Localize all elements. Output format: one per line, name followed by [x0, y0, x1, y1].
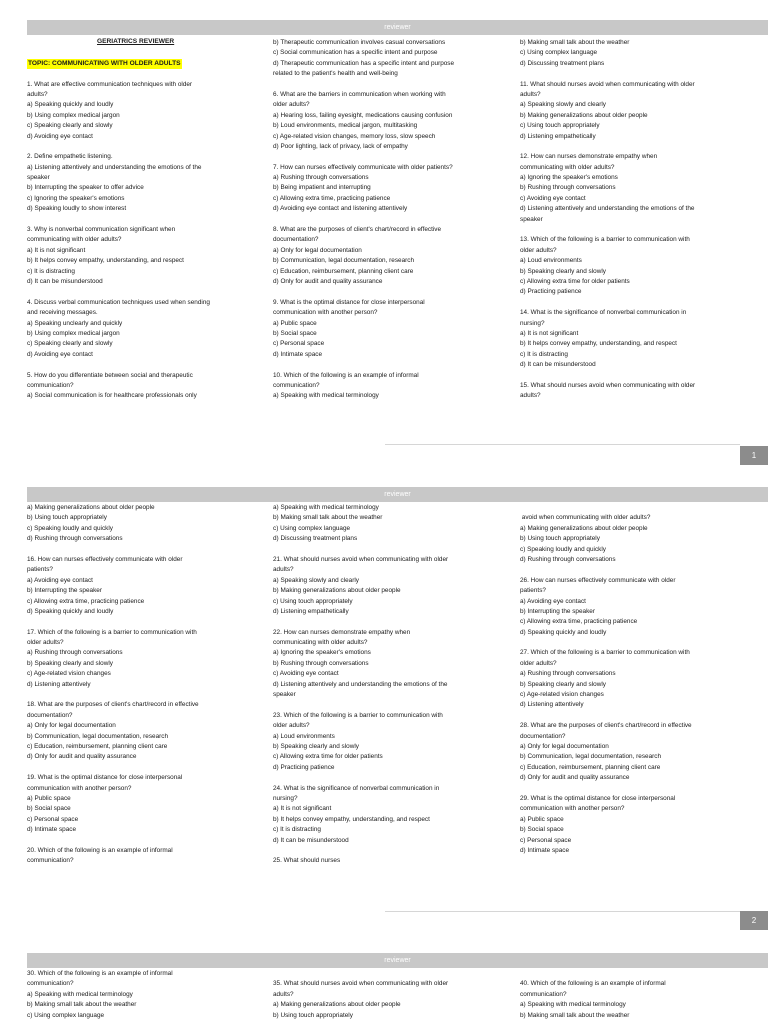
- text-line: a) Rushing through conversations: [27, 649, 123, 657]
- text-line: [27, 360, 267, 370]
- text-line: c) Age-related vision changes: [27, 670, 111, 678]
- text-line: a) Public space: [520, 815, 564, 823]
- text-line: [273, 969, 513, 979]
- text-line: c) Using touch appropriately: [273, 597, 353, 605]
- text-line: a) Loud environments: [520, 257, 582, 265]
- text-line: [27, 48, 267, 58]
- text-line: older adults?: [273, 101, 310, 109]
- text-line: [27, 59, 267, 69]
- text-line: d) Speaking quickly and loudly: [520, 628, 607, 636]
- text-line: c) Speaking clearly and slowly: [27, 122, 113, 130]
- text-line: [273, 152, 513, 162]
- text-line: 18. What are the purposes of client's chart/record in effective: [27, 701, 199, 709]
- text-line: b) Using complex medical jargon: [27, 329, 120, 337]
- text-line: 25. What should nurses: [273, 857, 341, 865]
- text-line: b) Using complex medical jargon: [27, 111, 120, 119]
- text-line: c) Personal space: [273, 340, 325, 348]
- text-line: [273, 215, 513, 225]
- text-line: [273, 360, 513, 370]
- text-line: d) Practicing patience: [520, 288, 582, 296]
- text-line: d) Only for audit and quality assurance: [520, 774, 630, 782]
- text-line: [273, 80, 513, 90]
- text-line: c) Allowing extra time, practicing patience: [273, 194, 391, 202]
- text-line: documentation?: [27, 711, 73, 719]
- page-number-1: 1: [740, 446, 768, 465]
- text-line: a) Social communication is for healthcare professionals only: [27, 392, 197, 400]
- text-line: b) Social space: [273, 329, 317, 337]
- text-line: b) Being impatient and interrupting: [273, 184, 371, 192]
- text-line: [273, 846, 513, 856]
- text-line: [520, 711, 760, 721]
- text-line: c) Avoiding eye contact: [520, 194, 586, 202]
- document-title: GERIATRICS REVIEWER: [97, 38, 175, 45]
- page-1-column-2: [273, 38, 513, 402]
- text-line: older adults?: [520, 246, 557, 254]
- text-line: d) Therapeutic communication has a specific intent and purpose: [273, 59, 455, 67]
- text-line: b) It helps convey empathy, understanding, and respect: [520, 340, 677, 348]
- page-1-column-3: [520, 38, 760, 402]
- text-line: nursing?: [273, 794, 298, 802]
- text-line: adults?: [273, 990, 294, 998]
- text-line: c) Allowing extra time for older patients: [273, 753, 383, 761]
- text-line: a) Speaking with medical terminology: [520, 1001, 626, 1009]
- text-line: b) Interrupting the speaker: [27, 587, 102, 595]
- text-line: d) Intimate space: [273, 350, 323, 358]
- text-line: [520, 298, 760, 308]
- text-line: d) Avoiding eye contact: [27, 132, 93, 140]
- text-line: adults?: [273, 566, 294, 574]
- text-line: 14. What is the significance of nonverbal communication in: [520, 309, 687, 317]
- text-line: c) Education, reimbursement, planning client care: [273, 267, 414, 275]
- text-line: [273, 617, 513, 627]
- text-line: a) Making generalizations about older people: [273, 1001, 401, 1009]
- text-line: 24. What is the significance of nonverbal communication in: [273, 784, 440, 792]
- page-3-column-3: [520, 969, 760, 1021]
- text-line: a) Making generalizations about older people: [520, 524, 648, 532]
- text-line: b) Interrupting the speaker to offer advice: [27, 184, 144, 192]
- text-line: c) Using complex language: [27, 1011, 105, 1019]
- text-line: b) Social space: [27, 805, 71, 813]
- text-line: b) Making small talk about the weather: [520, 1011, 630, 1019]
- text-line: c) Education, reimbursement, planning client care: [27, 742, 168, 750]
- text-line: c) Age-related vision changes: [520, 691, 604, 699]
- text-line: [273, 700, 513, 710]
- text-line: a) Speaking slowly and clearly: [520, 101, 606, 109]
- text-line: 28. What are the purposes of client's chart/record in effective: [520, 722, 692, 730]
- text-line: c) Using complex language: [520, 49, 598, 57]
- text-line: 15. What should nurses avoid when communicating with older: [520, 381, 696, 389]
- text-line: nursing?: [520, 319, 545, 327]
- text-line: [520, 371, 760, 381]
- text-line: d) Listening empathetically: [520, 132, 596, 140]
- text-line: avoid when communicating with older adults?: [520, 514, 651, 522]
- text-line: 16. How can nurses effectively communicate with older: [27, 555, 183, 563]
- text-line: communicating with older adults?: [273, 639, 368, 647]
- text-line: a) Loud environments: [273, 732, 335, 740]
- text-line: c) Education, reimbursement, planning client care: [520, 763, 661, 771]
- text-line: 30. Which of the following is an example of informal: [27, 970, 173, 977]
- text-line: 11. What should nurses avoid when communicating with older: [520, 80, 695, 88]
- text-line: b) Using touch appropriately: [520, 535, 600, 543]
- text-line: d) It can be misunderstood: [27, 277, 103, 285]
- text-line: [273, 545, 513, 555]
- text-line: a) Speaking with medical terminology: [27, 990, 133, 998]
- text-line: [520, 969, 760, 979]
- text-line: b) Making small talk about the weather: [273, 514, 383, 522]
- text-line: d) Practicing patience: [273, 763, 335, 771]
- text-line: c) Avoiding eye contact: [273, 670, 339, 678]
- page-number-2: 2: [740, 911, 768, 930]
- text-line: b) Interrupting the speaker: [520, 607, 595, 615]
- text-line: c) Personal space: [520, 836, 572, 844]
- text-line: b) It helps convey empathy, understanding, and respect: [27, 257, 184, 265]
- text-line: 10. Which of the following is an example of informal: [273, 371, 419, 379]
- text-line: b) Making generalizations about older people: [273, 587, 401, 595]
- text-line: 26. How can nurses effectively communicate with older: [520, 576, 676, 584]
- text-line: b) Communication, legal documentation, research: [273, 257, 415, 265]
- text-line: 9. What is the optimal distance for close interpersonal: [273, 298, 425, 306]
- page-header-2: reviewer: [27, 487, 768, 502]
- text-line: c) Allowing extra time for older patients: [520, 277, 630, 285]
- text-line: [27, 545, 267, 555]
- text-line: 17. Which of the following is a barrier to communication with: [27, 628, 197, 636]
- text-line: c) It is distracting: [273, 826, 321, 834]
- text-line: c) Speaking clearly and slowly: [27, 340, 113, 348]
- text-line: 4. Discuss verbal communication techniques used when sending: [27, 298, 210, 306]
- text-line: older adults?: [520, 659, 557, 667]
- text-line: d) Listening attentively: [27, 680, 91, 688]
- text-line: c) It is distracting: [520, 350, 568, 358]
- text-line: d) Discussing treatment plans: [273, 535, 358, 543]
- text-line: b) Communication, legal documentation, research: [27, 732, 169, 740]
- text-line: b) Making small talk about the weather: [520, 39, 630, 46]
- text-line: communication with another person?: [520, 805, 625, 813]
- text-line: 2. Define empathetic listening.: [27, 153, 113, 161]
- text-line: communication?: [273, 381, 320, 389]
- text-line: communication?: [27, 381, 74, 389]
- page-2-column-3: [520, 503, 760, 856]
- text-line: [520, 69, 760, 79]
- text-line: a) Only for legal documentation: [520, 742, 609, 750]
- text-line: 20. Which of the following is an example of informal: [27, 846, 173, 854]
- text-line: 29. What is the optimal distance for close interpersonal: [520, 794, 676, 802]
- text-line: [27, 836, 267, 846]
- text-line: communication?: [520, 990, 567, 998]
- text-line: c) Speaking loudly and quickly: [520, 545, 606, 553]
- text-line: d) Speaking quickly and loudly: [27, 607, 114, 615]
- page-2-column-1: [27, 503, 267, 867]
- text-line: a) Only for legal documentation: [273, 246, 362, 254]
- text-line: [520, 638, 760, 648]
- text-line: 13. Which of the following is a barrier to communication with: [520, 236, 690, 244]
- text-line: a) Public space: [273, 319, 317, 327]
- page-1-column-1: [27, 38, 267, 402]
- text-line: b) Speaking clearly and slowly: [273, 742, 359, 750]
- text-line: and receiving messages.: [27, 309, 98, 317]
- text-line: c) It is distracting: [27, 267, 75, 275]
- text-line: d) Rushing through conversations: [520, 555, 616, 563]
- text-line: speaker: [273, 691, 296, 699]
- text-line: b) Communication, legal documentation, research: [520, 753, 662, 761]
- page-2-column-2: [273, 503, 513, 867]
- topic-heading: TOPIC: COMMUNICATING WITH OLDER ADULTS: [28, 60, 181, 67]
- text-line: a) Rushing through conversations: [520, 670, 616, 678]
- text-line: c) Allowing extra time, practicing patience: [27, 597, 145, 605]
- text-line: d) Avoiding eye contact: [27, 350, 93, 358]
- text-line: [273, 287, 513, 297]
- text-line: b) Using touch appropriately: [27, 514, 107, 522]
- text-line: older adults?: [27, 639, 64, 647]
- text-line: adults?: [27, 90, 48, 98]
- text-line: documentation?: [273, 236, 319, 244]
- text-line: b) Therapeutic communication involves casual conversations: [273, 39, 446, 46]
- text-line: d) Listening attentively and understanding the emotions of the: [273, 680, 448, 688]
- page-footer-rule-2: [385, 911, 740, 912]
- text-line: speaker: [520, 215, 543, 223]
- text-line: a) Speaking slowly and clearly: [273, 576, 359, 584]
- text-line: a) Speaking with medical terminology: [273, 392, 379, 400]
- text-line: a) Ignoring the speaker's emotions: [520, 174, 618, 182]
- text-line: a) Avoiding eye contact: [520, 597, 586, 605]
- page-header-1: reviewer: [27, 20, 768, 35]
- page-3-column-1: [27, 969, 267, 1021]
- text-line: 23. Which of the following is a barrier to communication with: [273, 711, 443, 719]
- text-line: b) Social space: [520, 826, 564, 834]
- text-line: a) Making generalizations about older people: [27, 504, 155, 511]
- text-line: [27, 215, 267, 225]
- page-footer-rule-1: [385, 444, 740, 445]
- text-line: [27, 690, 267, 700]
- text-line: b) Making generalizations about older people: [520, 111, 648, 119]
- text-line: d) Listening attentively: [520, 701, 584, 709]
- text-line: 35. What should nurses avoid when communicating with older: [273, 980, 449, 988]
- text-line: d) Only for audit and quality assurance: [27, 753, 137, 761]
- text-line: communication?: [27, 980, 74, 988]
- text-line: d) Rushing through conversations: [27, 535, 123, 543]
- text-line: b) It helps convey empathy, understanding, and respect: [273, 815, 430, 823]
- text-line: b) Speaking clearly and slowly: [520, 680, 606, 688]
- text-line: adults?: [520, 392, 541, 400]
- text-line: [27, 69, 267, 79]
- text-line: d) Discussing treatment plans: [520, 59, 605, 67]
- text-line: c) Personal space: [27, 815, 79, 823]
- text-line: d) Intimate space: [520, 846, 570, 854]
- text-line: 8. What are the purposes of client's chart/record in effective: [273, 226, 442, 234]
- text-line: a) Speaking unclearly and quickly: [27, 319, 123, 327]
- text-line: d) It can be misunderstood: [520, 361, 596, 369]
- text-line: [520, 142, 760, 152]
- text-line: d) Poor lighting, lack of privacy, lack of empathy: [273, 142, 408, 150]
- text-line: a) Speaking with medical terminology: [273, 504, 379, 511]
- text-line: a) Hearing loss, failing eyesight, medications causing confusion: [273, 111, 453, 119]
- text-line: a) It is not significant: [520, 329, 579, 337]
- text-line: c) Using touch appropriately: [520, 122, 600, 130]
- text-line: c) Using complex language: [273, 524, 351, 532]
- text-line: c) Speaking loudly and quickly: [27, 524, 113, 532]
- text-line: 12. How can nurses demonstrate empathy when: [520, 153, 658, 161]
- text-line: communication with another person?: [27, 784, 132, 792]
- text-line: b) Speaking clearly and slowly: [27, 659, 113, 667]
- text-line: older adults?: [273, 722, 310, 730]
- text-line: communicating with older adults?: [27, 236, 122, 244]
- text-line: b) Loud environments, medical jargon, multitasking: [273, 122, 418, 130]
- text-line: d) Intimate space: [27, 826, 77, 834]
- text-line: b) Using touch appropriately: [273, 1011, 353, 1019]
- text-line: a) It is not significant: [273, 805, 332, 813]
- text-line: d) Only for audit and quality assurance: [273, 277, 383, 285]
- text-line: c) Allowing extra time, practicing patience: [520, 618, 638, 626]
- page-3-column-2: [273, 969, 513, 1021]
- text-line: [520, 784, 760, 794]
- text-line: a) Speaking quickly and loudly: [27, 101, 114, 109]
- text-line: patients?: [27, 566, 53, 574]
- text-line: a) Only for legal documentation: [27, 722, 116, 730]
- text-line: [27, 763, 267, 773]
- text-line: a) Public space: [27, 794, 71, 802]
- text-line: [27, 287, 267, 297]
- text-line: [27, 38, 267, 48]
- text-line: c) Age-related vision changes, memory loss, slow speech: [273, 132, 436, 140]
- text-line: d) It can be misunderstood: [273, 836, 349, 844]
- text-line: d) Listening empathetically: [273, 607, 349, 615]
- text-line: 6. What are the barriers in communication when working with: [273, 90, 446, 98]
- text-line: communication?: [27, 857, 74, 865]
- text-line: b) Rushing through conversations: [273, 659, 369, 667]
- text-line: b) Rushing through conversations: [520, 184, 616, 192]
- text-line: 19. What is the optimal distance for close interpersonal: [27, 774, 183, 782]
- text-line: [520, 225, 760, 235]
- text-line: 3. Why is nonverbal communication significant when: [27, 226, 176, 234]
- text-line: adults?: [520, 90, 541, 98]
- page-header-3: reviewer: [27, 953, 768, 968]
- text-line: documentation?: [520, 732, 566, 740]
- text-line: 1. What are effective communication techniques with older: [27, 80, 193, 88]
- text-line: 40. Which of the following is an example of informal: [520, 980, 666, 988]
- text-line: d) Avoiding eye contact and listening attentively: [273, 205, 408, 213]
- text-line: communicating with older adults?: [520, 163, 615, 171]
- text-line: [27, 142, 267, 152]
- text-line: d) Speaking loudly to show interest: [27, 205, 127, 213]
- text-line: [273, 773, 513, 783]
- text-line: 22. How can nurses demonstrate empathy when: [273, 628, 411, 636]
- text-line: c) Social communication has a specific intent and purpose: [273, 49, 438, 57]
- text-line: 5. How do you differentiate between social and therapeutic: [27, 371, 193, 379]
- text-line: [520, 565, 760, 575]
- text-line: related to the patient's health and well-being: [273, 70, 398, 78]
- text-line: a) Avoiding eye contact: [27, 576, 93, 584]
- text-line: [520, 503, 760, 513]
- text-line: a) Ignoring the speaker's emotions: [273, 649, 371, 657]
- text-line: [27, 617, 267, 627]
- text-line: a) Rushing through conversations: [273, 174, 369, 182]
- text-line: c) Ignoring the speaker's emotions: [27, 194, 125, 202]
- text-line: communication with another person?: [273, 309, 378, 317]
- text-line: a) Listening attentively and understanding the emotions of the: [27, 163, 202, 171]
- text-line: 21. What should nurses avoid when communicating with older: [273, 555, 449, 563]
- text-line: a) It is not significant: [27, 246, 86, 254]
- text-line: 27. Which of the following is a barrier to communication with: [520, 649, 690, 657]
- text-line: 7. How can nurses effectively communicate with older patients?: [273, 163, 453, 171]
- text-line: b) Speaking clearly and slowly: [520, 267, 606, 275]
- text-line: speaker: [27, 174, 50, 182]
- text-line: d) Listening attentively and understanding the emotions of the: [520, 205, 695, 213]
- text-line: patients?: [520, 587, 546, 595]
- text-line: b) Making small talk about the weather: [27, 1001, 137, 1009]
